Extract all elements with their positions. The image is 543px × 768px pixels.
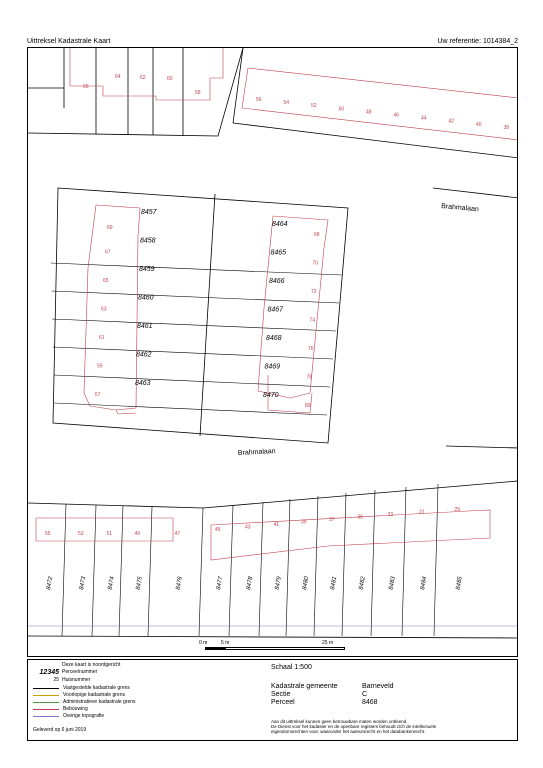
parcel-number: 8466 [269, 278, 285, 285]
house-number: 61 [99, 335, 105, 341]
parcel-number: 8475 [135, 576, 144, 591]
house-number: 70 [312, 260, 319, 267]
house-number: 43 [245, 524, 251, 531]
parcel-number: 8462 [136, 351, 152, 359]
scale-label-5: 5 m [221, 640, 230, 646]
house-number: 74 [309, 317, 316, 324]
house-number: 65 [103, 278, 109, 284]
disclaimer-line-3: eigendomsrechten voor, waaronder het auteursrecht en het databankenrecht. [271, 729, 426, 734]
scale-text: Schaal 1:500 [271, 664, 312, 671]
perceel-value: 8468 [362, 699, 378, 706]
legend-line-swatch [33, 688, 59, 689]
top-house-number: 50 [338, 106, 345, 113]
legend-line-item [0, 692, 125, 698]
legend-line-label: Administratieve kadastrale grens [63, 699, 136, 705]
house-number: 31 [419, 509, 425, 516]
house-number: 57 [95, 392, 101, 398]
parcel-number: 8457 [141, 209, 157, 216]
house-number: 47 [174, 531, 181, 537]
parcel-number: 8479 [274, 576, 283, 591]
top-house-number: 42 [448, 118, 455, 125]
parcel-number: 8469 [264, 363, 281, 371]
top-house-number: 58 [195, 90, 201, 96]
parcel-number: 8481 [330, 576, 339, 591]
disclaimer-line-1: Aan dit uittreksel kunnen geen betrouwbare maten worden ontleend. [271, 719, 408, 724]
parcel-number: 8458 [140, 237, 156, 245]
parcel-number: 8461 [137, 323, 153, 330]
top-house-number: 38 [503, 124, 510, 131]
parcel-number: 8470 [263, 392, 279, 399]
house-number: 35 [357, 514, 364, 521]
gemeente-label: Kadastrale gemeente [271, 683, 338, 690]
house-number: 33 [387, 512, 394, 518]
top-house-number: 64 [115, 74, 121, 80]
house-number: 53 [78, 531, 84, 537]
parcel-number: 8477 [216, 576, 225, 591]
top-house-number: 46 [393, 112, 400, 119]
legend-line-item [0, 713, 104, 719]
scalebar [205, 647, 345, 651]
house-number: 49 [134, 531, 141, 537]
parcel-number: 8484 [420, 576, 429, 591]
delivery-date: Geleverd op 6 juni 2019 [33, 727, 87, 733]
house-number: 68 [314, 232, 320, 238]
parcel-number: 8465 [270, 249, 287, 257]
house-number: 39 [301, 519, 307, 526]
legend-line-swatch [33, 716, 59, 717]
parcel-number: 8483 [388, 576, 397, 591]
parcel-number: 8474 [107, 576, 116, 591]
north-note: Deze kaart is noordgericht [62, 662, 121, 668]
house-number: 72 [311, 289, 317, 295]
cadastral-map [27, 47, 518, 657]
house-number: 45 [215, 527, 221, 533]
bottom-block [28, 481, 518, 638]
gemeente-value: Barneveld [362, 683, 394, 690]
parcel-number: 8468 [266, 335, 282, 342]
top-house-number: 44 [421, 115, 427, 122]
street-label-top: Brahmalaan [440, 203, 480, 214]
legend-line-label: Bebouwing [63, 706, 88, 712]
street-label-bottom: Brahmalaan [237, 448, 276, 457]
scale-label-25: 25 m [322, 640, 334, 646]
map-title: Uittreksel Kadastrale Kaart [27, 38, 111, 45]
parcel-number: 8478 [246, 576, 255, 591]
scale-label-0: 0 m [199, 640, 208, 646]
house-number: 67 [105, 249, 111, 256]
sectie-label: Sectie [271, 691, 291, 698]
parcel-number: 8476 [175, 576, 184, 591]
parcel-number: 8482 [358, 576, 367, 591]
disclaimer-line-2: De Dienst voor het kadaster en de openbare registers behoudt zich de intellectuele [271, 724, 437, 729]
parcel-number: 8472 [46, 576, 55, 591]
parcel-number: 8463 [135, 380, 151, 387]
perceel-label: Perceel [271, 699, 295, 706]
top-house-number: 60 [167, 76, 173, 82]
top-house-number: 62 [140, 75, 146, 81]
sectie-value: C [362, 691, 368, 698]
reference-label: Uw referentie: 1014384_2 [437, 38, 518, 45]
parcel-legend: 12345 Perceelnummer [39, 668, 98, 676]
top-house-number: 66 [83, 84, 89, 90]
legend-line-label: Voorlopige kadastrale grens [63, 692, 125, 698]
legend-line-item [0, 685, 130, 691]
legend-line-item [0, 706, 88, 712]
house-number: 69 [107, 225, 113, 231]
house-number: 29 [454, 507, 461, 513]
house-number: 80 [305, 403, 311, 409]
house-number: 76 [308, 346, 314, 352]
house-number: 55 [45, 531, 51, 537]
legend-line-item [0, 699, 136, 705]
house-number: 51 [106, 531, 113, 537]
top-block [28, 48, 518, 158]
house-number: 63 [101, 306, 107, 313]
top-house-number: 56 [256, 97, 262, 103]
parcel-number: 8485 [455, 576, 464, 591]
house-number: 78 [306, 374, 313, 381]
house-number: 41 [273, 522, 280, 528]
legend-line-swatch [33, 709, 59, 710]
house-number: 59 [97, 363, 103, 370]
top-house-number: 40 [476, 121, 482, 128]
parcel-number: 8464 [272, 221, 288, 228]
parcel-number: 8460 [138, 294, 154, 302]
right-block [433, 188, 518, 448]
top-house-number: 52 [311, 103, 317, 110]
legend-line-label: Overige topografie [63, 713, 105, 719]
house-number: 37 [329, 517, 335, 523]
legend-line-label: Vastgestelde kadastrale grens [63, 685, 130, 691]
legend-line-swatch [33, 695, 59, 696]
top-house-number: 54 [283, 100, 290, 107]
top-house-number: 48 [366, 109, 372, 116]
parcel-number: 8467 [267, 306, 284, 314]
parcel-number: 8480 [302, 576, 311, 591]
parcel-number: 8459 [139, 266, 155, 273]
legend-line-swatch [33, 702, 59, 703]
house-legend: 25 Huisnummer [53, 677, 91, 683]
parcel-number: 8473 [79, 576, 88, 591]
